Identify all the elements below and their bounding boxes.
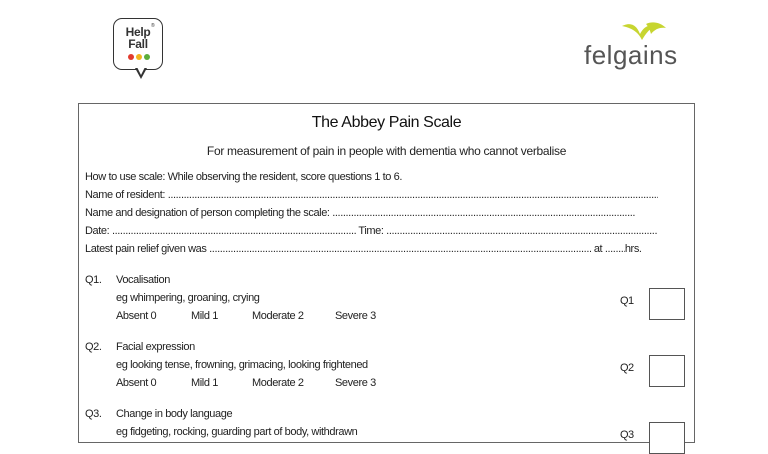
q2-number: Q2.	[85, 341, 102, 353]
q2-score-absent: Absent 0	[116, 377, 157, 389]
date-label: Date:	[85, 225, 110, 237]
q2-box-label: Q2	[620, 362, 634, 374]
q1-score-moderate: Moderate 2	[252, 310, 304, 322]
felgains-logo	[582, 20, 682, 70]
form-subtitle: For measurement of pain in people with dementia who cannot verbalise	[206, 144, 567, 158]
resident-name-dotted-line	[168, 189, 658, 201]
q1-number: Q1.	[85, 274, 102, 286]
q3-example: eg fidgeting, rocking, guarding part of body, withdrawn	[116, 426, 358, 438]
q1-score-absent: Absent 0	[116, 310, 157, 322]
q2-example: eg looking tense, frowning, grimacing, looking frightened	[116, 359, 368, 371]
form-title: The Abbey Pain Scale	[311, 114, 462, 131]
q3-box-label: Q3	[620, 429, 634, 441]
felgains-wave-icon	[620, 20, 668, 42]
pain-relief-dotted-line	[209, 243, 591, 255]
felgains-wordmark: felgains	[584, 40, 678, 70]
completer-name-label: Name and designation of person completing the scale:	[85, 207, 330, 219]
q3-number: Q3.	[85, 408, 102, 420]
resident-name-field[interactable]	[85, 189, 658, 201]
pain-relief-label: Latest pain relief given was	[85, 243, 207, 255]
q2-score-severe: Severe 3	[335, 377, 376, 389]
q1-example: eg whimpering, groaning, crying	[116, 292, 260, 304]
hrs-label: hrs.	[624, 243, 642, 255]
q1-score-box[interactable]	[649, 288, 685, 320]
q1-box-label: Q1	[620, 295, 634, 307]
completer-name-dotted-line	[332, 207, 636, 219]
at-label: at	[593, 243, 603, 255]
pain-relief-field[interactable]	[85, 243, 642, 255]
date-time-field[interactable]	[85, 225, 658, 237]
completer-name-field[interactable]	[85, 207, 636, 219]
resident-name-label: Name of resident:	[85, 189, 166, 201]
registered-mark: ®	[151, 23, 155, 29]
q1-score-severe: Severe 3	[335, 310, 376, 322]
helpfall-fall-text: Fall	[128, 37, 148, 51]
how-to-use-text: How to use scale: While observing the resident, score questions 1 to 6.	[85, 171, 403, 183]
q2-score-box[interactable]	[649, 355, 685, 387]
q2-score-mild: Mild 1	[191, 377, 218, 389]
time-label: Time:	[358, 225, 384, 237]
q3-title: Change in body language	[116, 408, 233, 420]
time-dotted-line	[386, 225, 658, 237]
q1-title: Vocalisation	[116, 274, 170, 286]
traffic-light-dots-icon	[128, 54, 150, 60]
q2-title: Facial expression	[116, 341, 195, 353]
q2-score-moderate: Moderate 2	[252, 377, 304, 389]
date-dotted-line	[112, 225, 356, 237]
hours-dotted-line	[605, 243, 625, 255]
q1-score-mild: Mild 1	[191, 310, 218, 322]
helpfall-help-text: Help	[125, 25, 151, 39]
q3-score-box[interactable]	[649, 422, 685, 454]
helpfall-logo	[113, 18, 165, 80]
